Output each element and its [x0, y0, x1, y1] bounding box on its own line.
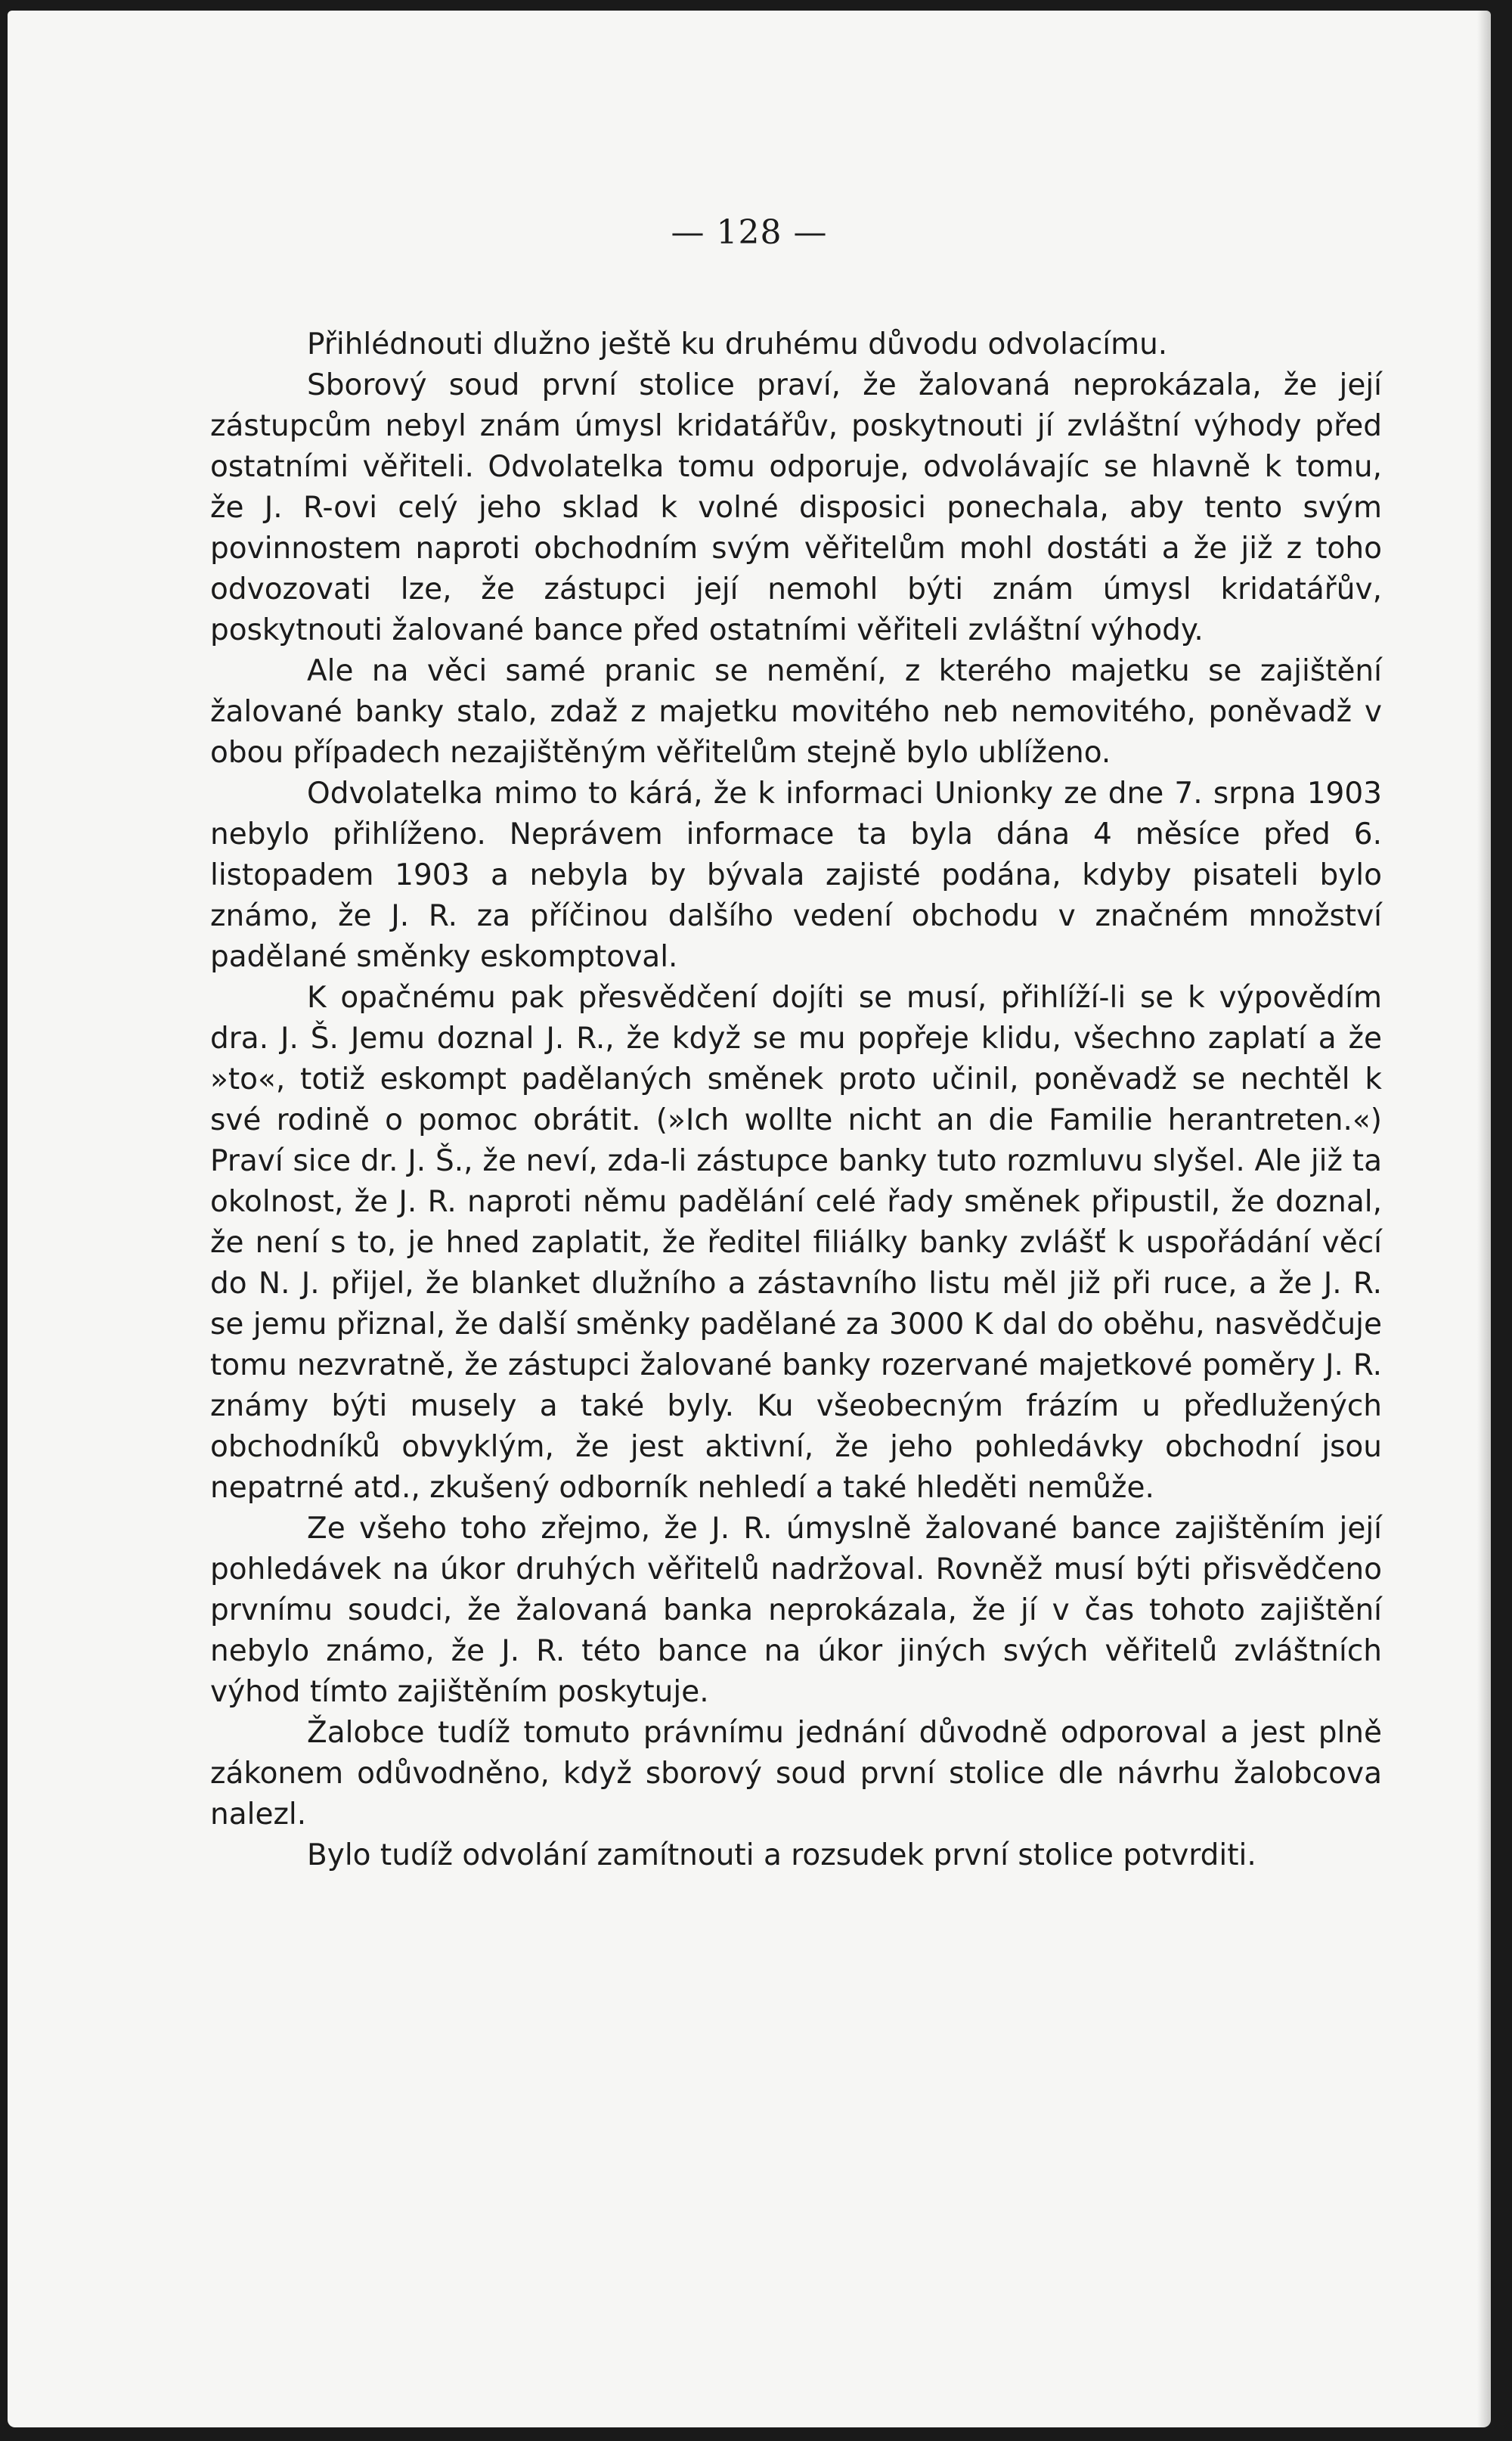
paragraph: Přihlédnouti dlužno ještě ku druhému důvodu odvolacímu.: [307, 327, 1168, 361]
paragraph: Ze všeho toho zřejmo, že J. R. úmyslně žalované bance zajištěním její pohledávek na úkor druhých věřitelů nadržoval. Rovněž musí býti přisvědčeno prvnímu soudci, že žalovaná banka neprokázala, že jí v čas tohoto zajištění nebylo známo, že J. R. této bance na úkor jiných svých věřitelů zvláštních výhod tímto zajištěním poskytuje.: [210, 1512, 1382, 1709]
book-page: [8, 11, 1491, 2427]
paragraph: Bylo tudíž odvolání zamítnouti a rozsudek první stolice potvrditi.: [307, 1838, 1256, 1872]
paragraph: Odvolatelka mimo to kárá, že k informaci Unionky ze dne 7. srpna 1903 nebylo přihlíženo. Neprávem informace ta byla dána 4 měsíce před 6. listopadem 1903 a nebyla by bývala zajisté podána, kdyby pisateli bylo známo, že J. R. za příčinou dalšího vedení obchodu v značném množství padělané směnky eskomptoval.: [210, 777, 1382, 974]
paragraph: Žalobce tudíž tomuto právnímu jednání důvodně odporoval a jest plně zákonem odůvodněno, když sborový soud první stolice dle návrhu žalobcova nalezl.: [210, 1716, 1382, 1832]
body-text: [210, 324, 1382, 1876]
paragraph: Sborový soud první stolice praví, že žalovaná neprokázala, že její zástupcům nebyl znám úmysl kridatářův, poskytnouti jí zvláštní výhody před ostatními věřiteli. Odvolatelka tomu odporuje, odvolávajíc se hlavně k tomu, že J. R-ovi celý jeho sklad k volné disposici ponechala, aby tento svým povinnostem naproti obchodním svým věřitelům mohl dostáti a že již z toho odvozovati lze, že zástupci její nemohl býti znám úmysl kridatářův, poskytnouti žalované bance před ostatními věřiteli zvláštní výhody.: [210, 368, 1382, 647]
paragraph: K opačnému pak přesvědčení dojíti se musí, přihlíží-li se k výpovědím dra. J. Š. Jemu doznal J. R., že když se mu popřeje klidu, všechno zaplatí a že »to«, totiž eskompt padělaných směnek proto učinil, poněvadž se nechtěl k své rodině o pomoc obrátit. (»Ich wollte nicht an die Familie herantreten.«) Praví sice dr. J. Š., že neví, zda-li zástupce banky tuto rozmluvu slyšel. Ale již ta okolnost, že J. R. naproti němu padělání celé řady směnek připustil, že doznal, že není s to, je hned zaplatit, že ředitel filiálky banky zvlášť k uspořádání věcí do N. J. přijel, že blanket dlužního a zástavního listu měl již při ruce, a že J. R. se jemu přiznal, že další směnky padělané za 3000 K dal do oběhu, nasvědčuje tomu nezvratně, že zástupci žalované banky rozervané majetkové poměry J. R. známy býti musely a také byly. Ku všeobecným frázím u předlužených obchodníků obvyklým, že jest aktivní, že jeho pohledávky obchodní jsou nepatrné atd., zkušený odborník nehledí a také hleděti nemůže.: [210, 981, 1382, 1505]
page-number: — 128 —: [671, 213, 828, 252]
page-edge-shadow: [1477, 11, 1491, 2427]
paragraph: Ale na věci samé pranic se nemění, z kterého majetku se zajištění žalované banky stalo, zdaž z majetku movitého neb nemovitého, poněvadž v obou případech nezajištěným věřitelům stejně bylo ublíženo.: [210, 654, 1382, 770]
